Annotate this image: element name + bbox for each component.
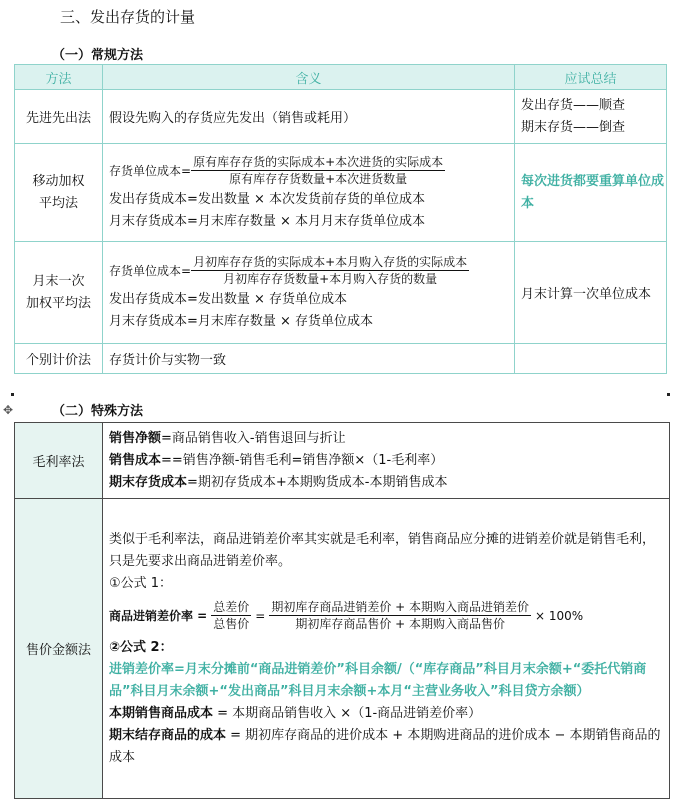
subsection-title-special: （二）特殊方法 xyxy=(52,404,144,419)
formula-moving-numerator: 原有库存存货的实际成本+本次进货的实际成本 xyxy=(193,155,444,169)
move-handle-icon[interactable]: ✥ xyxy=(3,403,14,417)
method-moving-1: 移动加权 xyxy=(32,173,85,189)
content-retail xyxy=(103,499,670,799)
meaning-moving xyxy=(103,144,515,242)
method-gross-margin: 毛利率法 xyxy=(15,423,103,499)
formula-2-text: 进销差价率=月末分摊前“商品进销差价”科目余额/（“库存商品”科目月末余额+“委托代销商品”科目月末余额+“发出商品”科目月末余额+本月“主营业务收入”科目贷方余额） xyxy=(109,661,647,699)
gross-line-2-text: ==销售净额-销售毛利=销售净额×（1-毛利率） xyxy=(161,452,444,468)
monthly-line-2: 月末存货成本=月末库存数量 × 存货单位成本 xyxy=(109,313,374,329)
formula-monthly-fraction xyxy=(191,254,469,287)
monthly-line-1: 发出存货成本=发出数量 × 存货单位成本 xyxy=(109,291,348,307)
gross-line-2 xyxy=(109,450,663,472)
formula-1-den-b: 期初库存商品售价 + 本期购入商品售价 xyxy=(295,617,505,631)
subsection-title-regular: （一）常规方法 xyxy=(52,48,144,63)
header-summary: 应试总结 xyxy=(515,65,667,90)
method-retail: 售价金额法 xyxy=(15,499,103,799)
method-fifo: 先进先出法 xyxy=(15,90,103,144)
formula-1-fraction-b xyxy=(269,599,531,632)
formula-monthly xyxy=(109,253,514,289)
method-monthly-1: 月末一次 xyxy=(32,273,85,289)
retail-ending-term: 期末结存商品的成本 xyxy=(109,727,227,743)
formula-1-den-a: 总售价 xyxy=(213,617,250,631)
formula-monthly-denominator: 月初库存存货数量+本月购入存货的数量 xyxy=(223,272,438,286)
gross-line-3-term: 期末存货成本 xyxy=(109,474,188,490)
gross-line-1-text: =商品销售收入-销售退回与折让 xyxy=(161,430,346,446)
method-moving-2: 平均法 xyxy=(38,195,78,211)
table-row xyxy=(15,90,667,144)
formula-1-num-a: 总差价 xyxy=(213,600,250,614)
section-title: 三、发出存货的计量 xyxy=(60,8,196,26)
regular-methods-table xyxy=(14,64,667,374)
formula-1 xyxy=(109,595,663,637)
method-monthly-2: 加权平均法 xyxy=(25,295,91,311)
retail-intro: 类似于毛利率法，商品进销差价率其实就是毛利率，销售商品应分摊的进销差价就是销售毛利，只是先要求出商品进销差价率。 xyxy=(109,531,656,569)
summary-monthly: 月末计算一次单位成本 xyxy=(515,242,667,344)
table-corner-mark xyxy=(11,393,14,396)
header-method: 方法 xyxy=(15,65,103,90)
retail-cost-term: 本期销售商品成本 xyxy=(109,705,214,721)
table-header-row xyxy=(15,65,667,90)
formula-1-fraction-a xyxy=(211,599,251,632)
method-monthly xyxy=(15,242,103,344)
formula-moving xyxy=(109,153,514,189)
summary-fifo-2: 期末存货——倒查 xyxy=(521,119,626,135)
formula-moving-denominator: 原有库存存货数量+本次进货数量 xyxy=(229,172,408,186)
meaning-monthly xyxy=(103,242,515,344)
table-corner-mark xyxy=(667,393,670,396)
formula-2-title: ②公式 2： xyxy=(109,639,173,655)
retail-ending-line xyxy=(109,725,663,769)
gross-line-1-term: 销售净额 xyxy=(109,430,162,446)
formula-1-num-b: 期初库存商品进销差价 + 本期购入商品进销差价 xyxy=(271,600,529,614)
method-moving xyxy=(15,144,103,242)
gross-line-2-term: 销售成本 xyxy=(109,452,162,468)
formula-moving-label: 存货单位成本= xyxy=(109,164,192,178)
summary-specific xyxy=(515,344,667,374)
formula-monthly-numerator: 月初库存存货的实际成本+本月购入存货的实际成本 xyxy=(193,255,468,269)
formula-1-label: 商品进销差价率 = xyxy=(109,608,208,623)
meaning-fifo: 假设先购入的存货应先发出（销售或耗用） xyxy=(103,90,515,144)
retail-cost-line xyxy=(109,703,663,725)
gross-line-3 xyxy=(109,472,663,494)
gross-line-3-text: =期初存货成本+本期购货成本-本期销售成本 xyxy=(187,474,448,490)
gross-line-1 xyxy=(109,428,663,450)
summary-moving: 每次进货都要重算单位成本 xyxy=(515,144,667,242)
formula-monthly-label: 存货单位成本= xyxy=(109,264,192,278)
header-meaning: 含义 xyxy=(103,65,515,90)
moving-line-2: 月末存货成本=月末库存数量 × 本月月末存货单位成本 xyxy=(109,213,426,229)
method-specific: 个别计价法 xyxy=(15,344,103,374)
formula-1-eq: = xyxy=(255,608,266,623)
formula-moving-fraction xyxy=(191,154,445,187)
moving-line-1: 发出存货成本=发出数量 × 本次发货前存货的单位成本 xyxy=(109,191,426,207)
retail-ending-text: = 期初库存商品的进价成本 + 本期购进商品的进价成本 − 本期销售商品的成本 xyxy=(109,727,661,765)
table-row xyxy=(15,344,667,374)
table-row xyxy=(15,144,667,242)
formula-1-title: ①公式 1： xyxy=(109,575,173,591)
formula-1-tail: × 100% xyxy=(535,608,584,623)
summary-fifo-1: 发出存货——顺查 xyxy=(521,97,626,113)
table-row xyxy=(15,499,670,799)
special-methods-table xyxy=(14,422,670,799)
meaning-specific: 存货计价与实物一致 xyxy=(103,344,515,374)
table-row xyxy=(15,242,667,344)
table-row xyxy=(15,423,670,499)
retail-cost-text: = 本期商品销售收入 ×（1-商品进销差价率） xyxy=(213,705,482,721)
summary-fifo xyxy=(515,90,667,144)
content-gross-margin xyxy=(103,423,670,499)
